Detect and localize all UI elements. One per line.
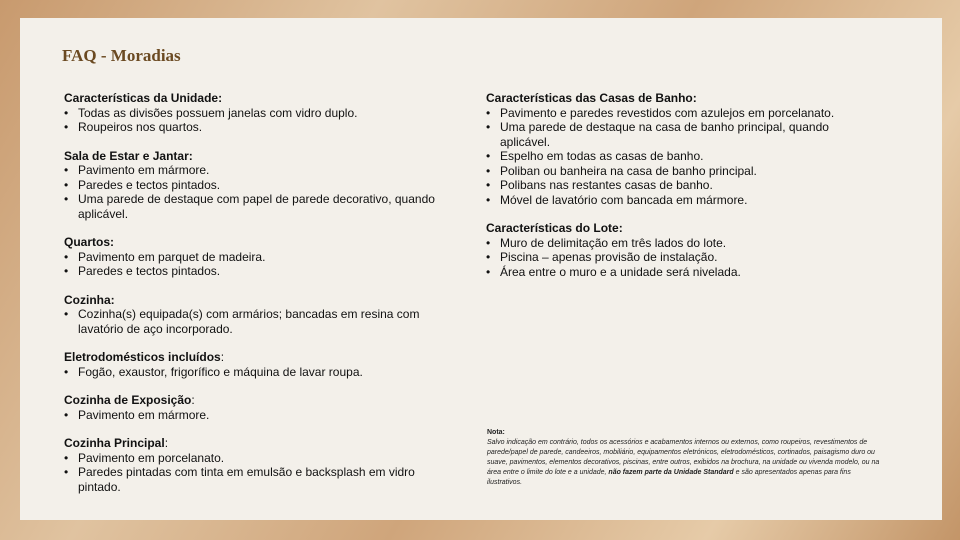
list-item: • Área entre o muro e a unidade será nivelada. — [486, 265, 876, 280]
section-heading: Cozinha: — [64, 292, 115, 307]
list-item: • Poliban ou banheira na casa de banho principal. — [486, 164, 876, 179]
section-lote — [486, 221, 876, 279]
list-item: • Uma parede de destaque na casa de banho principal, quando aplicável. — [486, 120, 876, 149]
list-item: • Pavimento em porcelanato. — [64, 451, 454, 466]
list-item: • Polibans nas restantes casas de banho. — [486, 178, 876, 193]
bullet-list — [64, 163, 454, 221]
bullet-list — [64, 451, 454, 495]
section-eletrodomesticos — [64, 350, 454, 379]
bullet-list — [64, 307, 454, 336]
right-column — [486, 91, 876, 293]
note-text: Salvo indicação em contrário, todos os acessórios e acabamentos internos ou externos, como roupeiros, revestimentos de parede/papel de parede, candeeiros, mobiliário, equipamentos eletrónicos, eletrodomésticos, cortinados, paisagismo duro ou suave, pavimentos, elementos decorativos, piscinas, entre outros, exibidos na brochura, na unidade ou vivenda modelo, ou na área entre o limite do lote e a unidade, — [487, 439, 880, 476]
section-casas-de-banho — [486, 91, 876, 207]
note-title: Nota: — [487, 429, 505, 436]
section-unidade — [64, 91, 454, 135]
section-heading — [64, 436, 454, 451]
list-item: • Piscina – apenas provisão de instalação. — [486, 250, 876, 265]
content-card — [20, 18, 942, 520]
page-title: FAQ - Moradias — [62, 46, 181, 65]
list-item: • Paredes pintadas com tinta em emulsão e backsplash em vidro pintado. — [64, 465, 454, 494]
section-heading: Sala de Estar e Jantar: — [64, 148, 193, 163]
section-heading: Quartos: — [64, 235, 115, 249]
heading-colon: : — [191, 393, 195, 407]
section-heading-text: Eletrodomésticos incluídos — [64, 350, 221, 364]
list-item: • Cozinha(s) equipada(s) com armários; bancadas em resina com lavatório de aço incorporado. — [64, 307, 454, 336]
list-item: • Fogão, exaustor, frigorífico e máquina de lavar roupa. — [64, 365, 454, 380]
section-sala — [64, 149, 454, 222]
note-tail-text: e são apresentados apenas para fins ilustrativos. — [487, 469, 851, 486]
section-heading — [64, 393, 454, 408]
left-column — [64, 91, 454, 508]
section-cozinha — [64, 293, 454, 337]
list-item: • Roupeiros nos quartos. — [64, 120, 454, 135]
list-item: • Pavimento em parquet de madeira. — [64, 250, 454, 265]
section-heading-text: Cozinha Principal — [64, 436, 165, 450]
list-item: • Pavimento em mármore. — [64, 163, 454, 178]
list-item: • Paredes e tectos pintados. — [64, 178, 454, 193]
section-heading — [64, 350, 454, 365]
list-item: • Pavimento em mármore. — [64, 408, 454, 423]
heading-colon: : — [164, 436, 169, 450]
note-bold-text: não fazem parte da Unidade Standard — [608, 469, 734, 476]
list-item: • Muro de delimitação em três lados do lote. — [486, 236, 876, 251]
bullet-list — [64, 365, 454, 380]
section-cozinha-exposicao — [64, 393, 454, 422]
list-item: • Espelho em todas as casas de banho. — [486, 149, 876, 164]
bullet-list — [64, 250, 454, 279]
section-heading-text: Cozinha de Exposição — [64, 393, 192, 407]
section-heading: Características das Casas de Banho: — [486, 91, 697, 105]
section-quartos — [64, 235, 454, 279]
list-item: • Móvel de lavatório com bancada em mármore. — [486, 193, 876, 208]
list-item: • Pavimento e paredes revestidos com azulejos em porcelanato. — [486, 106, 876, 121]
disclaimer-note — [487, 428, 887, 488]
bullet-list — [486, 236, 876, 280]
heading-colon: : — [220, 350, 225, 364]
bullet-list — [486, 106, 876, 208]
list-item: • Todas as divisões possuem janelas com vidro duplo. — [64, 106, 454, 121]
list-item: • Uma parede de destaque com papel de parede decorativo, quando aplicável. — [64, 192, 454, 221]
bullet-list — [64, 408, 454, 423]
section-cozinha-principal — [64, 436, 454, 494]
list-item: • Paredes e tectos pintados. — [64, 264, 454, 279]
bullet-list — [64, 106, 454, 135]
section-heading: Características do Lote: — [486, 221, 623, 235]
section-heading: Características da Unidade: — [64, 91, 223, 105]
